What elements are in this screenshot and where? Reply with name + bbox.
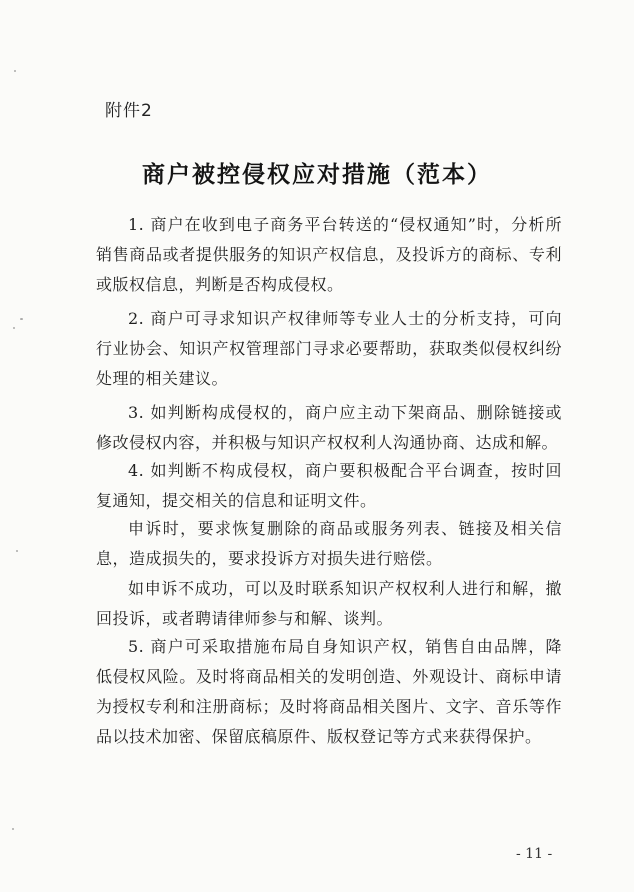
paragraph-3: 3. 如判断构成侵权的，商户应主动下架商品、删除链接或修改侵权内容，并积极与知识产权权利人沟通协商、达成和解。 [96,403,562,452]
paragraph-5: 5. 商户可采取措施布局自身知识产权，销售自由品牌，降低侵权风险。及时将商品相关的发明创造、外观设计、商标申请为授权专利和注册商标；及时将商品相关图片、文字、音乐等作品以技术加密、保留底稿原件、版权登记等方式来获得保护。 [96,637,562,746]
scan-speck [12,828,14,830]
scan-speck [20,318,23,320]
scan-speck [14,70,16,72]
paragraph-1: 1. 商户在收到电子商务平台转送的“侵权通知”时，分析所销售商品或者提供服务的知识产权信息，及投诉方的商标、专利或版权信息，判断是否构成侵权。 [96,215,562,294]
document-title: 商户被控侵权应对措施（范本） [142,162,492,188]
page-number: - 11 - [516,846,553,862]
paragraph-2: 2. 商户可寻求知识产权律师等专业人士的分析支持，可向行业协会、知识产权管理部门寻求必要帮助，获取类似侵权纠纷处理的相关建议。 [96,309,562,388]
scan-speck [16,550,18,552]
paragraph-appeal: 申诉时，要求恢复删除的商品或服务列表、链接及相关信息，造成损失的，要求投诉方对损失进行赔偿。 [96,519,562,568]
scan-speck [13,327,15,329]
paragraph-4: 4. 如判断不构成侵权，商户要积极配合平台调查，按时回复通知，提交相关的信息和证明文件。 [96,461,562,510]
paragraph-appeal-failed: 如申诉不成功，可以及时联系知识产权权利人进行和解，撤回投诉，或者聘请律师参与和解、谈判。 [96,579,562,628]
attachment-label: 附件2 [105,101,153,121]
